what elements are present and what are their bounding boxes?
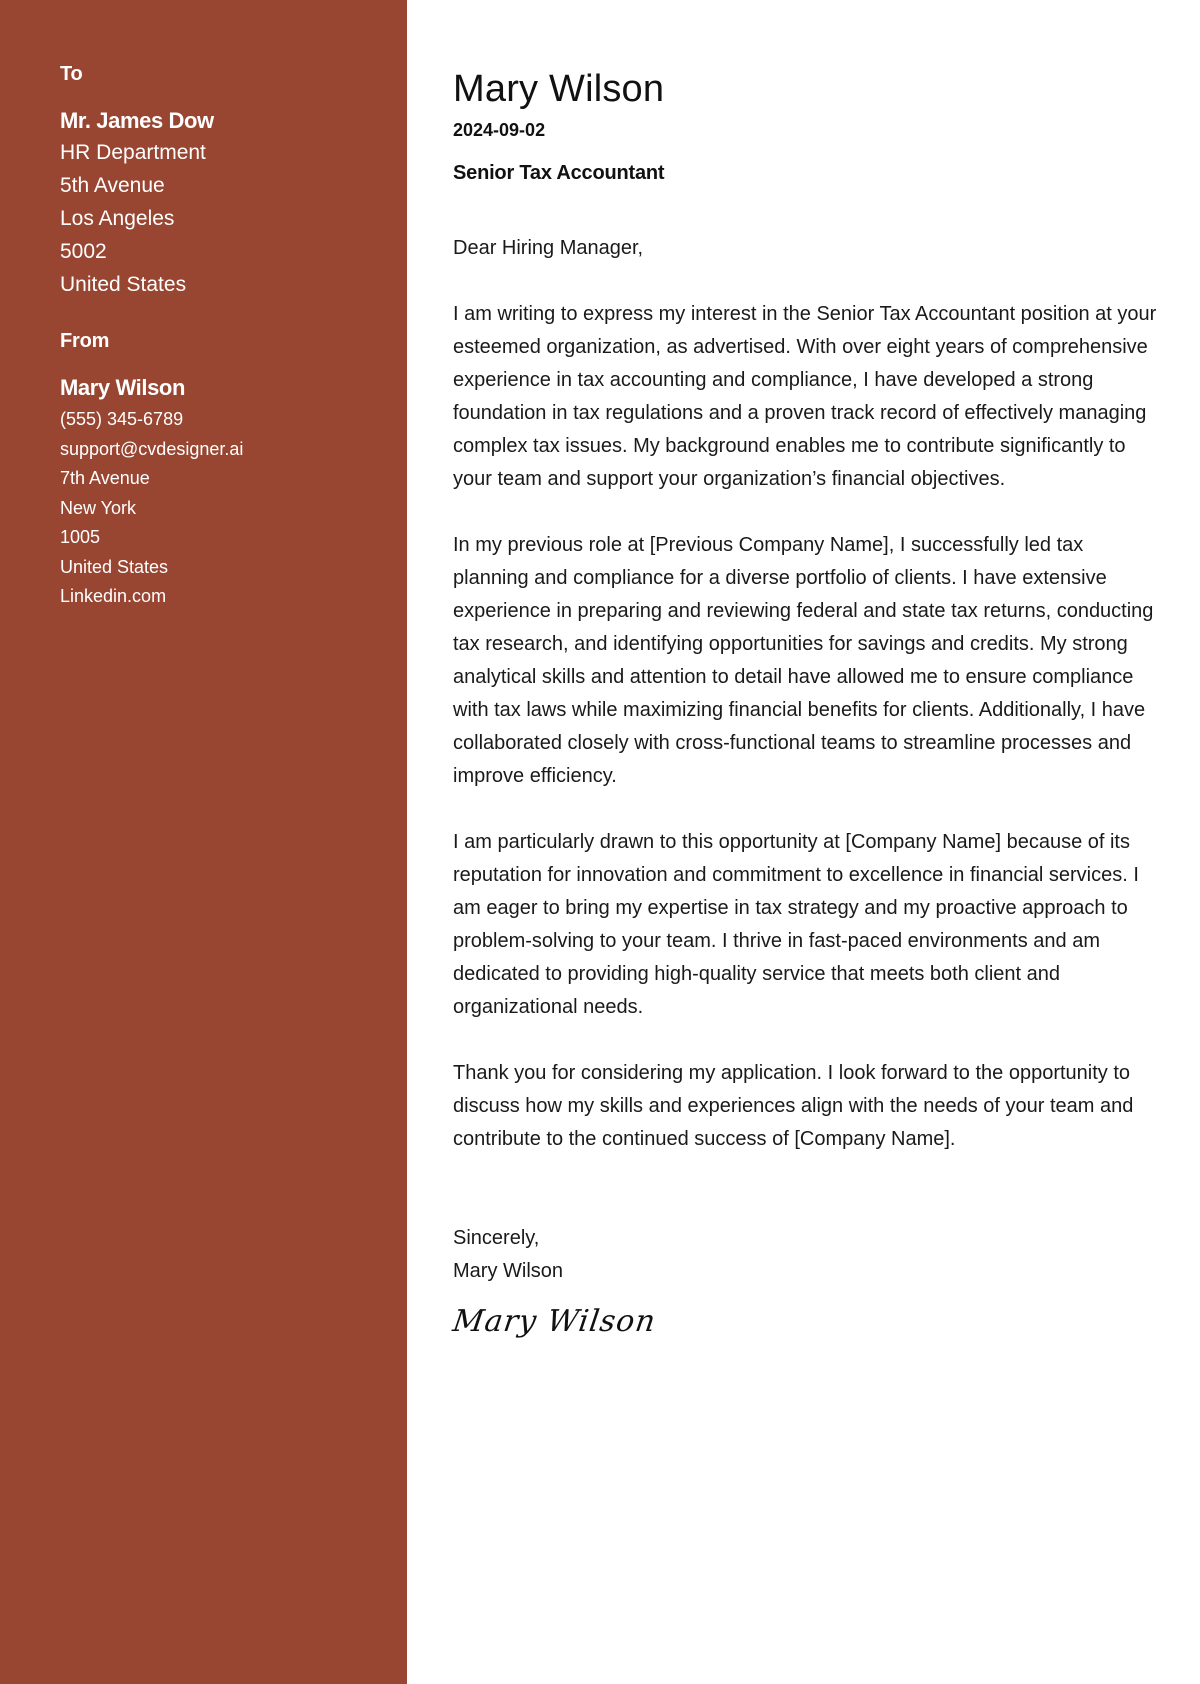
letter-paragraph-motivation: I am particularly drawn to this opportunity at [Company Name] because of its reputation for innovation and commitment to excellence in financial services. I am eager to bring my expertise in tax strategy and my proactive approach to problem-solving to your team. I thrive in fast-paced environments and am dedicated to providing high-quality service that meets both client and organizational needs. [453,831,1139,1018]
letter-paragraph-intro: I am writing to express my interest in the Senior Tax Accountant position at your esteemed organization, as advertised. With over eight years of comprehensive experience in tax accounting and compliance, I have developed a strong foundation in tax regulations and a proven track record of effectively managing complex tax issues. My background enables me to contribute significantly to your team and support your organization’s financial objectives. [453,303,1157,490]
letter-body [407,0,1200,1684]
sender-street: 7th Avenue [60,468,150,488]
recipient-street: 5th Avenue [60,174,165,197]
applicant-name-heading: Mary Wilson [453,68,665,110]
letter-date: 2024-09-02 [453,120,546,140]
recipient-name: Mr. James Dow [60,108,214,133]
contact-sidebar [0,0,407,1684]
recipient-country: United States [60,273,187,296]
sender-zip: 1005 [60,527,101,547]
letter-greeting: Dear Hiring Manager, [453,237,644,259]
letter-paragraph-experience: In my previous role at [Previous Company Name], I successfully led tax planning and compliance for a diverse portfolio of clients. I have extensive experience in preparing and reviewing federal and state tax returns, conducting tax research, and identifying opportunities for savings and credits. My strong analytical skills and attention to detail have allowed me to ensure compliance with tax laws while maximizing financial benefits for clients. Additionally, I have collaborated closely with cross-functional teams to streamline processes and improve efficiency. [453,534,1154,787]
job-title: Senior Tax Accountant [453,162,665,184]
sender-linkedin: Linkedin.com [60,586,167,606]
recipient-city: Los Angeles [60,207,175,230]
handwritten-signature: Mary Wilson [450,1304,659,1339]
sender-email: support@cvdesigner.ai [60,438,244,459]
recipient-department: HR Department [60,141,206,164]
to-label: To [60,63,83,85]
from-label: From [60,330,110,352]
sender-city: New York [60,497,137,518]
sender-name: Mary Wilson [60,375,185,400]
letter-closing-name: Mary Wilson [453,1260,564,1282]
letter-closing: Sincerely, [453,1227,540,1249]
recipient-zip: 5002 [60,240,107,263]
sender-phone: (555) 345-6789 [60,409,184,429]
letter-paragraph-closing: Thank you for considering my application. I look forward to the opportunity to discuss how my skills and experiences align with the needs of your team and contribute to the continued success of [Company Name]. [453,1062,1134,1150]
sender-country: United States [60,556,169,577]
